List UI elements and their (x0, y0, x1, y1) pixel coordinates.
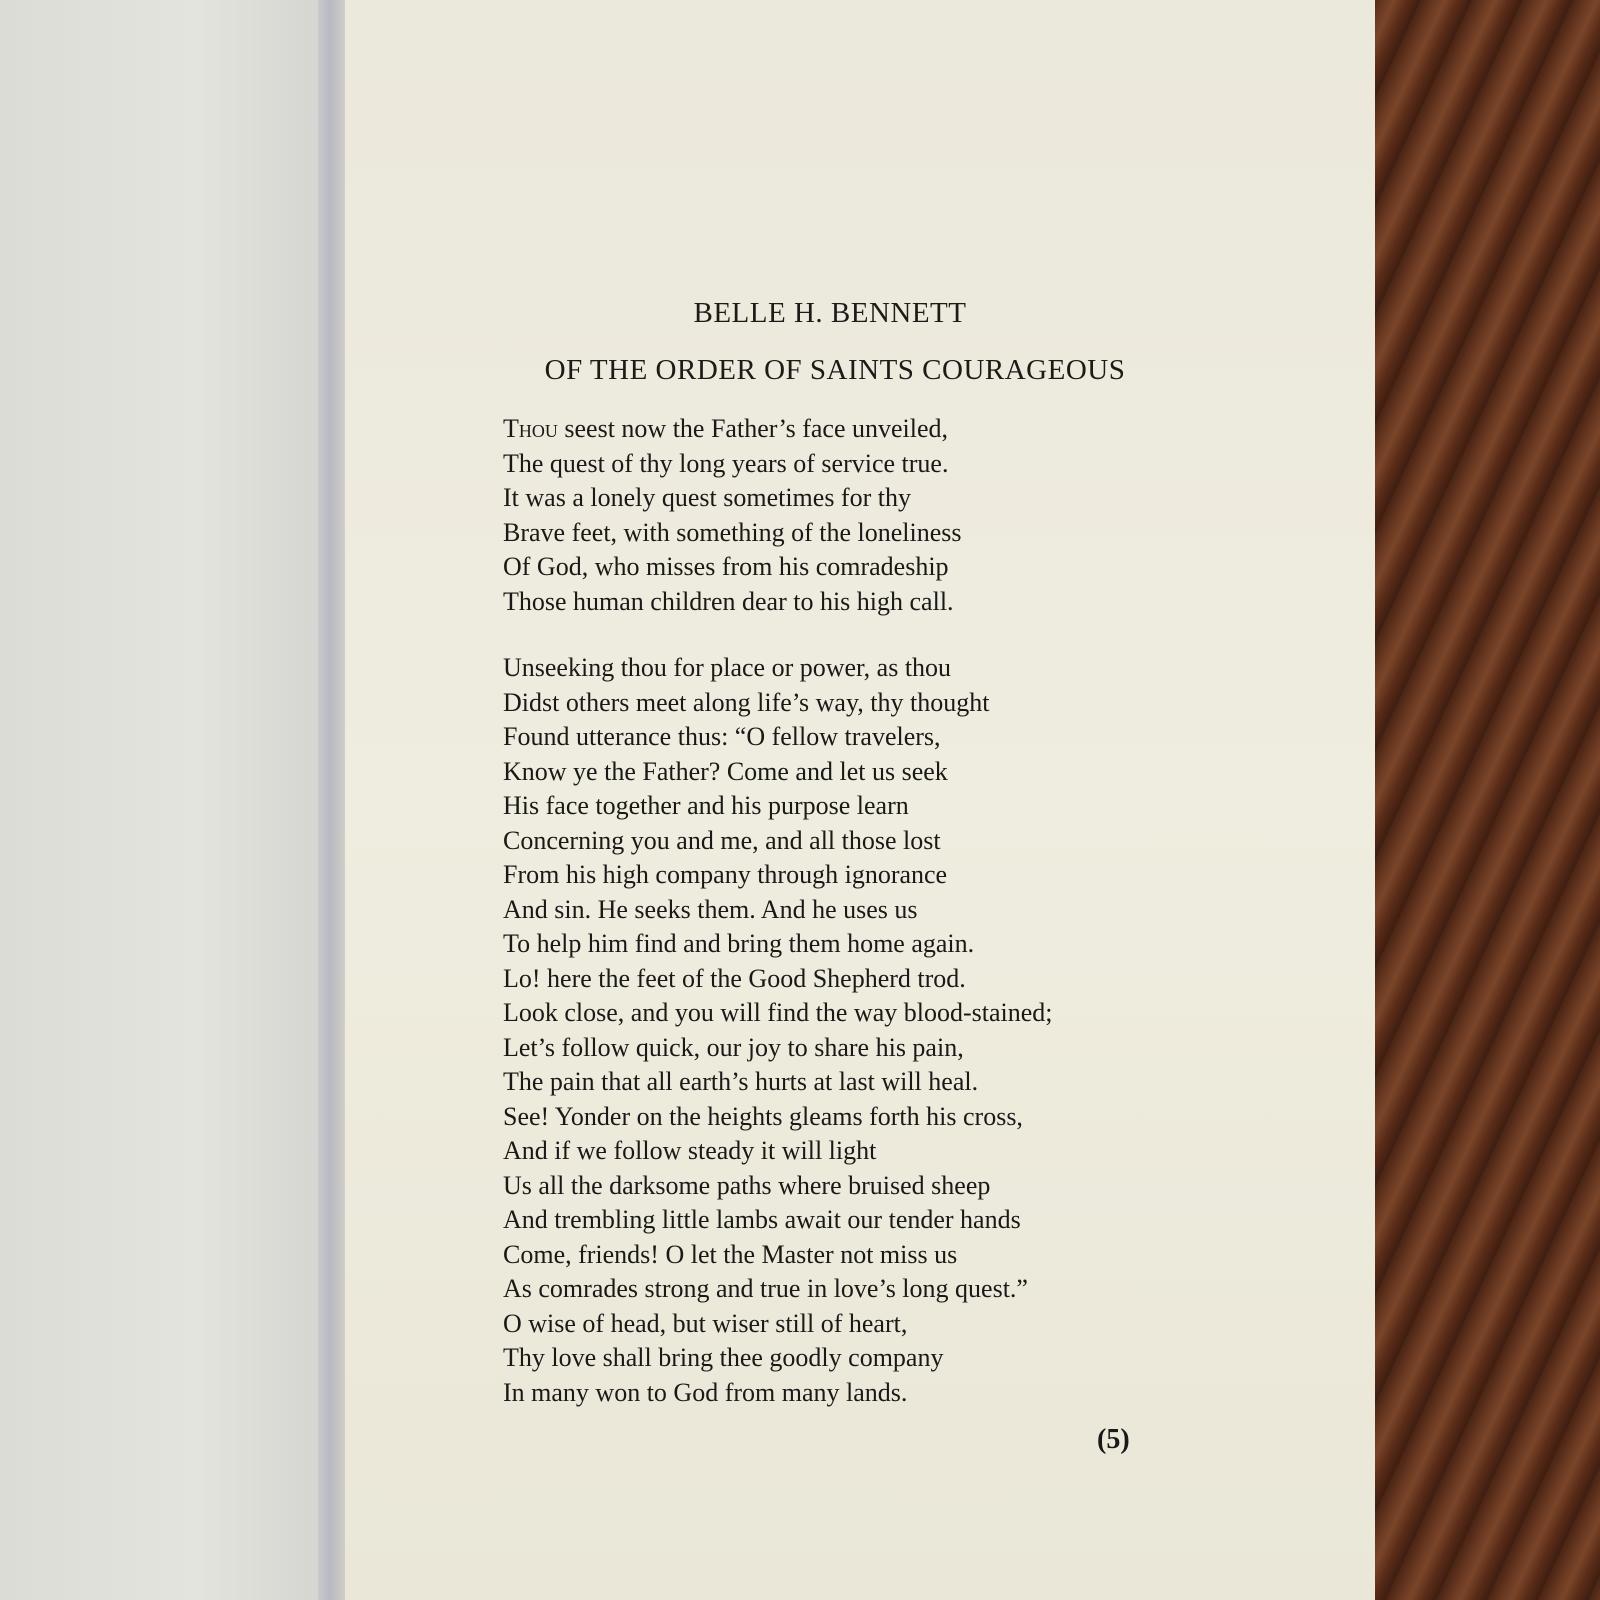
poem-line: Let’s follow quick, our joy to share his pain, (503, 1032, 964, 1062)
poem-line: To help him find and bring them home again. (503, 929, 975, 958)
poem-line: Thy love shall bring thee goodly company (503, 1343, 944, 1372)
poem-line: Brave feet, with something of the loneliness (503, 517, 962, 547)
stanza-2 (503, 651, 1323, 1410)
poem-line: As comrades strong and true in love’s long quest.” (503, 1274, 1028, 1303)
book-gutter (318, 0, 348, 1600)
poem-line-rest: seest now the Father’s face unveiled, (557, 414, 949, 443)
poem-line (503, 412, 1323, 447)
poem-line: Lo! here the feet of the Good Shepherd trod. (503, 963, 966, 993)
poem-line: And if we follow steady it will light (503, 1136, 877, 1165)
poem-line: From his high company through ignorance (503, 860, 948, 889)
poem-line: Found utterance thus: “O fellow travelers, (503, 722, 941, 751)
poem-line: The quest of thy long years of service true. (503, 448, 949, 478)
poem-line: Us all the darksome paths where bruised sheep (503, 1170, 991, 1200)
poem-line: And sin. He seeks them. And he uses us (503, 894, 918, 924)
poem-line: In many won to God from many lands. (503, 1377, 908, 1407)
wooden-table-surface (1370, 0, 1600, 1600)
poem-line: Didst others meet along life’s way, thy thought (503, 687, 990, 717)
poem-line: It was a lonely quest sometimes for thy (503, 483, 911, 512)
poem-line: His face together and his purpose learn (503, 791, 909, 820)
poem-body (503, 412, 1323, 1442)
poem-subtitle: OF THE ORDER OF SAINTS COURAGEOUS (544, 354, 1126, 386)
poem-line: Of God, who misses from his comradeship (503, 552, 949, 581)
poem-first-word: Thou (503, 414, 558, 443)
poem-line: Look close, and you will find the way blood-stained; (503, 998, 1053, 1027)
poem-line: Unseeking thou for place or power, as thou (503, 653, 952, 682)
poem-line: And trembling little lambs await our tender hands (503, 1205, 1021, 1234)
poem-line: Those human children dear to his high call. (503, 586, 954, 616)
poem-line: Come, friends! O let the Master not miss us (503, 1239, 958, 1269)
page-number: (5) (1097, 1424, 1130, 1455)
stanza-1 (503, 412, 1323, 619)
poem-line: Know ye the Father? Come and let us seek (503, 756, 948, 786)
poem-line: Concerning you and me, and all those lost (503, 825, 941, 855)
right-page (345, 0, 1375, 1600)
poem-line: O wise of head, but wiser still of heart, (503, 1308, 908, 1338)
poem-line: The pain that all earth’s hurts at last will heal. (503, 1067, 979, 1096)
poem-author-title: BELLE H. BENNETT (693, 297, 967, 329)
poem-line: See! Yonder on the heights gleams forth his cross, (503, 1101, 1023, 1131)
left-blank-page (0, 0, 330, 1600)
